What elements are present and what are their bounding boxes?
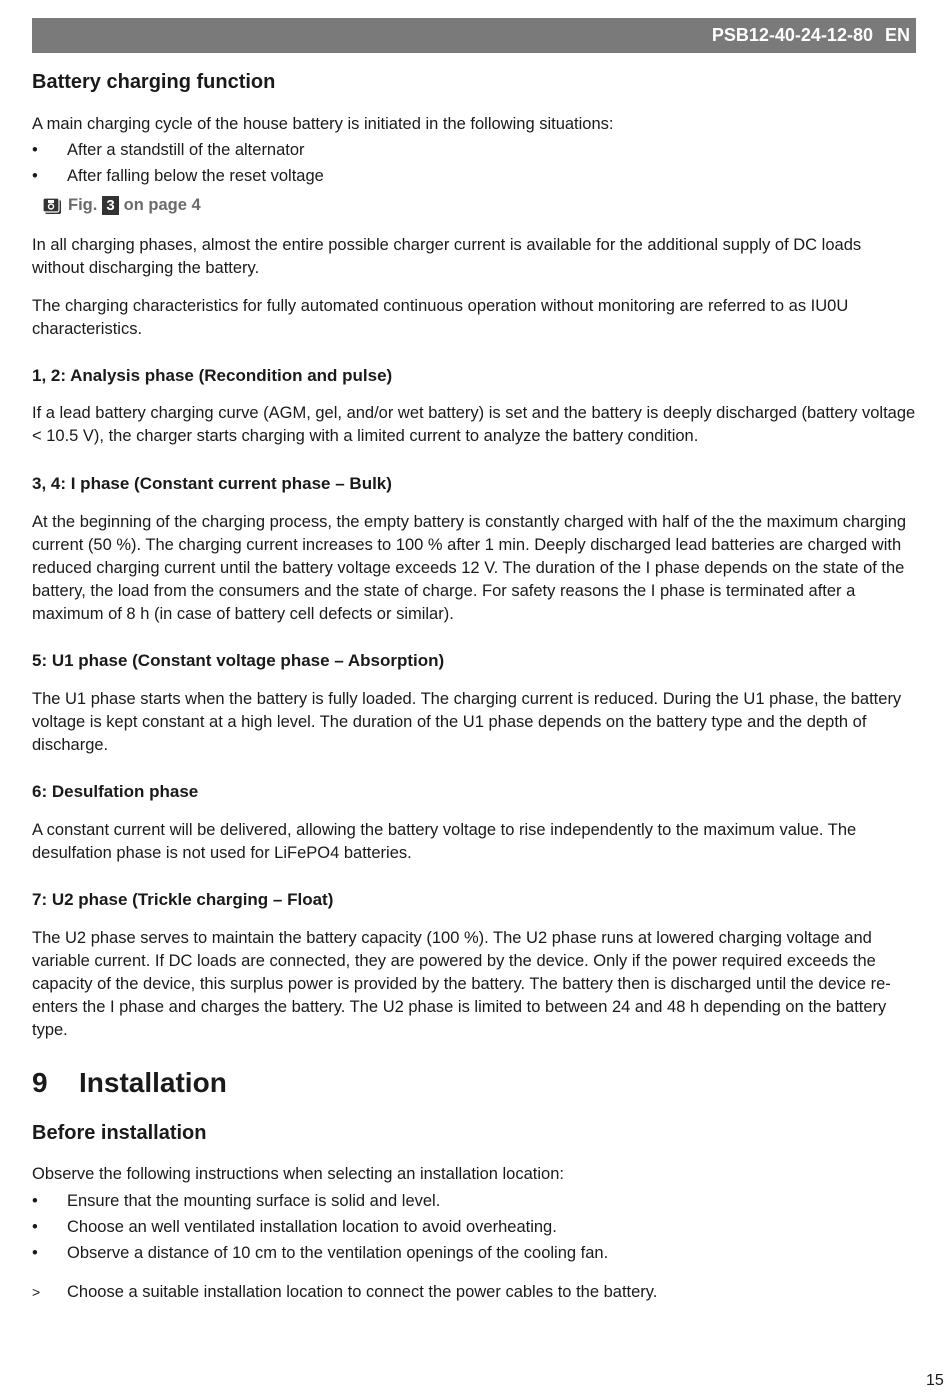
- battery-charging-intro: A main charging cycle of the house battery is initiated in the following situations:: [32, 115, 614, 133]
- list-item-text: Ensure that the mounting surface is solid and level.: [67, 1192, 441, 1210]
- action-step-text: Choose a suitable installation location to connect the power cables to the battery.: [67, 1283, 658, 1301]
- header-bar: [32, 18, 916, 53]
- phase-title-desulfation: 6: Desulfation phase: [32, 782, 199, 801]
- list-item: [32, 139, 916, 162]
- bullet-dot: •: [32, 141, 38, 159]
- section-title-battery-charging: Battery charging function: [32, 71, 276, 93]
- phase-text-analysis: If a lead battery charging curve (AGM, gel, and/or wet battery) is set and the battery is deeply discharged (battery voltage < 10.5 V), the charger starts charging with a limited current to analyze the battery condition.: [32, 404, 916, 445]
- chapter-heading: [32, 1067, 227, 1099]
- bullet-dot: •: [32, 1192, 38, 1210]
- figure-label: Fig.: [68, 196, 98, 214]
- phase-text-u2: The U2 phase serves to maintain the battery capacity (100 %). The U2 phase runs at lowered charging voltage and variable current. If DC loads are connected, they are powered by the device. Only if the power required exceeds the capacity of the device, this surplus power is provided by the battery. The battery then is discharged until the device re-enters the I phase and charges the battery. The U2 phase is limited to between 24 and 48 h depending on the battery type.: [32, 929, 891, 1039]
- figure-number-badge: 3: [102, 196, 118, 215]
- page-number: 15: [926, 1372, 944, 1389]
- list-item: [32, 1216, 916, 1239]
- phase-text-desulfation: A constant current will be delivered, allowing the battery voltage to rise independently to the maximum value. The desulfation phase is not used for LiFePO4 batteries.: [32, 821, 857, 862]
- bullet-dot: •: [32, 1244, 38, 1262]
- figure-reference-link[interactable]: [42, 196, 201, 215]
- list-item-text: Choose an well ventilated installation location to avoid overheating.: [67, 1218, 557, 1236]
- paragraph-all-phases: In all charging phases, almost the entire possible charger current is available for the additional supply of DC loads without discharging the battery.: [32, 236, 862, 277]
- list-item-text: After falling below the reset voltage: [67, 167, 324, 185]
- action-marker: >: [32, 1284, 41, 1300]
- phase-text-i-phase: At the beginning of the charging process, the empty battery is constantly charged with half of the the maximum charging current (50 %). The charging current increases to 100 % after 1 min. Deeply discharged lead batteries are charged with reduced charging current until the battery voltage exceeds 12 V. The duration of the I phase depends on the state of the battery, the load from the consumers and the state of charge. For safety reasons the I phase is terminated after a maximum of 8 h (in case of battery cell defects or similar).: [32, 513, 907, 623]
- list-item: [32, 165, 916, 188]
- phase-title-analysis: 1, 2: Analysis phase (Recondition and pulse): [32, 366, 393, 385]
- paragraph-iu0u: The charging characteristics for fully automated continuous operation without monitoring are referred to as IU0U characteristics.: [32, 297, 849, 338]
- list-item-text: Observe a distance of 10 cm to the ventilation openings of the cooling fan.: [67, 1244, 609, 1262]
- phase-title-i-phase: 3, 4: I phase (Constant current phase – Bulk): [32, 474, 392, 493]
- section-title-before-installation: Before installation: [32, 1122, 207, 1144]
- list-item: [32, 1190, 916, 1213]
- language-code: EN: [884, 25, 910, 45]
- doc-code: PSB12-40-24-12-80: [711, 25, 873, 45]
- chapter-title: Installation: [79, 1067, 227, 1098]
- chapter-number: 9: [32, 1067, 48, 1098]
- camera-icon: [42, 197, 62, 215]
- bullet-dot: •: [32, 167, 38, 185]
- installation-intro: Observe the following instructions when selecting an installation location:: [32, 1165, 564, 1183]
- phase-title-u1: 5: U1 phase (Constant voltage phase – Absorption): [32, 651, 445, 670]
- phase-title-u2: 7: U2 phase (Trickle charging – Float): [32, 890, 334, 909]
- action-step: [32, 1281, 916, 1304]
- figure-page-ref: on page 4: [123, 196, 201, 214]
- list-item-text: After a standstill of the alternator: [67, 141, 305, 159]
- list-item: [32, 1242, 916, 1265]
- phase-text-u1: The U1 phase starts when the battery is fully loaded. The charging current is reduced. During the U1 phase, the battery voltage is kept constant at a high level. The duration of the U1 phase depends on the battery type and the depth of discharge.: [32, 690, 902, 754]
- bullet-dot: •: [32, 1218, 38, 1236]
